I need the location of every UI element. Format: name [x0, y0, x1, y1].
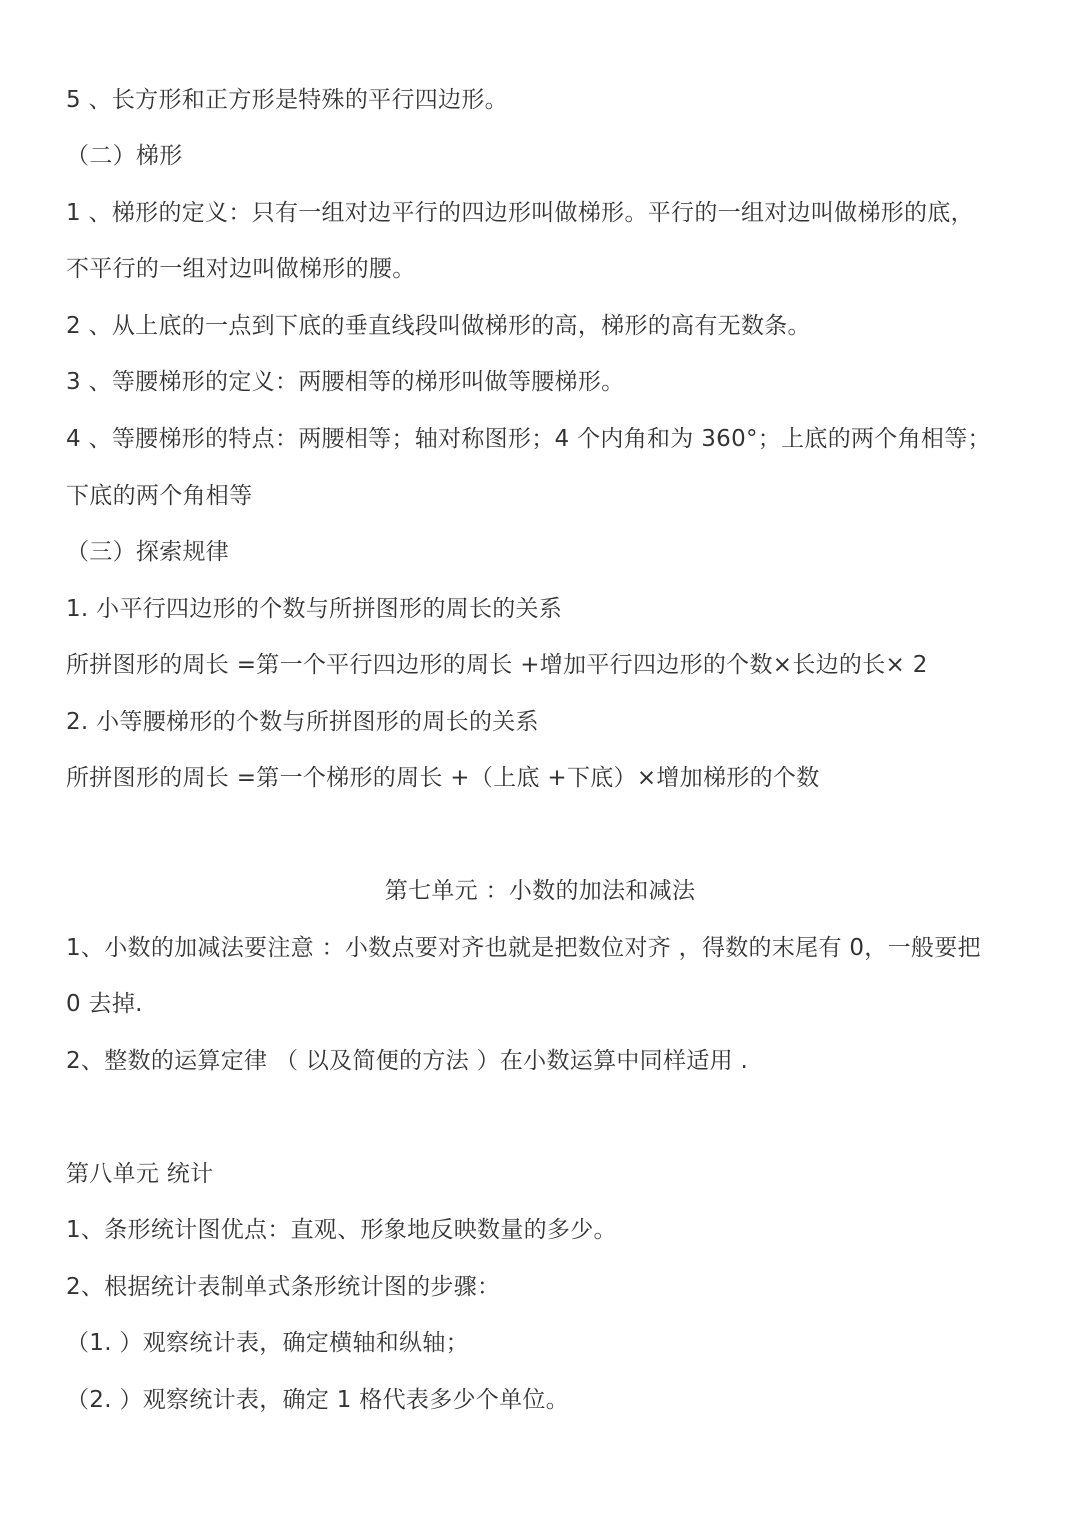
unit6-item5: 5 、长方形和正方形是特殊的平行四边形。	[66, 87, 508, 113]
isosceles-trapezoid-features-line2: 下底的两个角相等	[66, 483, 253, 509]
explore-item2-formula: 所拼图形的周长 =第一个梯形的周长 +（上底 +下底）×增加梯形的个数	[66, 765, 820, 791]
trapezoid-definition-line1: 1 、梯形的定义：只有一组对边平行的四边形叫做梯形。平行的一组对边叫做梯形的底，	[66, 200, 974, 226]
unit8-item2: 2、根据统计表制单式条形统计图的步骤：	[66, 1274, 501, 1300]
unit7-item1-line1: 1、小数的加减法要注意 ：小数点要对齐也就是把数位对齐 ，得数的末尾有 0，一般要把	[66, 935, 981, 961]
explore-item2: 2. 小等腰梯形的个数与所拼图形的周长的关系	[66, 709, 539, 735]
unit8-item1: 1、条形统计图优点：直观、形象地反映数量的多少。	[66, 1217, 617, 1243]
unit7-item1-line2: 0 去掉.	[66, 991, 143, 1017]
unit7-title: 第七单元 ：小数的加法和减法	[384, 878, 696, 904]
unit8-title: 第八单元 统计	[66, 1161, 214, 1187]
trapezoid-heading: （二）梯形	[66, 143, 183, 169]
trapezoid-height: 2 、从上底的一点到下底的垂直线段叫做梯形的高，梯形的高有无数条。	[66, 313, 811, 339]
unit7-item2: 2、整数的运算定律 （ 以及简便的方法 ）在小数运算中同样适用 .	[66, 1048, 749, 1074]
explore-item1: 1. 小平行四边形的个数与所拼图形的周长的关系	[66, 596, 563, 622]
isosceles-trapezoid-features-line1: 4 、等腰梯形的特点：两腰相等；轴对称图形；4 个内角和为 360°；上底的两个角相等；	[66, 426, 991, 452]
unit8-step1: （1. ）观察统计表，确定横轴和纵轴；	[66, 1330, 469, 1356]
unit8-step2: （2. ）观察统计表，确定 1 格代表多少个单位。	[66, 1387, 570, 1413]
trapezoid-definition-line2: 不平行的一组对边叫做梯形的腰。	[66, 256, 416, 282]
explore-heading: （三）探索规律	[66, 539, 230, 565]
isosceles-trapezoid-definition: 3 、等腰梯形的定义：两腰相等的梯形叫做等腰梯形。	[66, 369, 625, 395]
explore-item1-formula: 所拼图形的周长 =第一个平行四边形的周长 +增加平行四边形的个数×长边的长× 2	[66, 652, 928, 678]
